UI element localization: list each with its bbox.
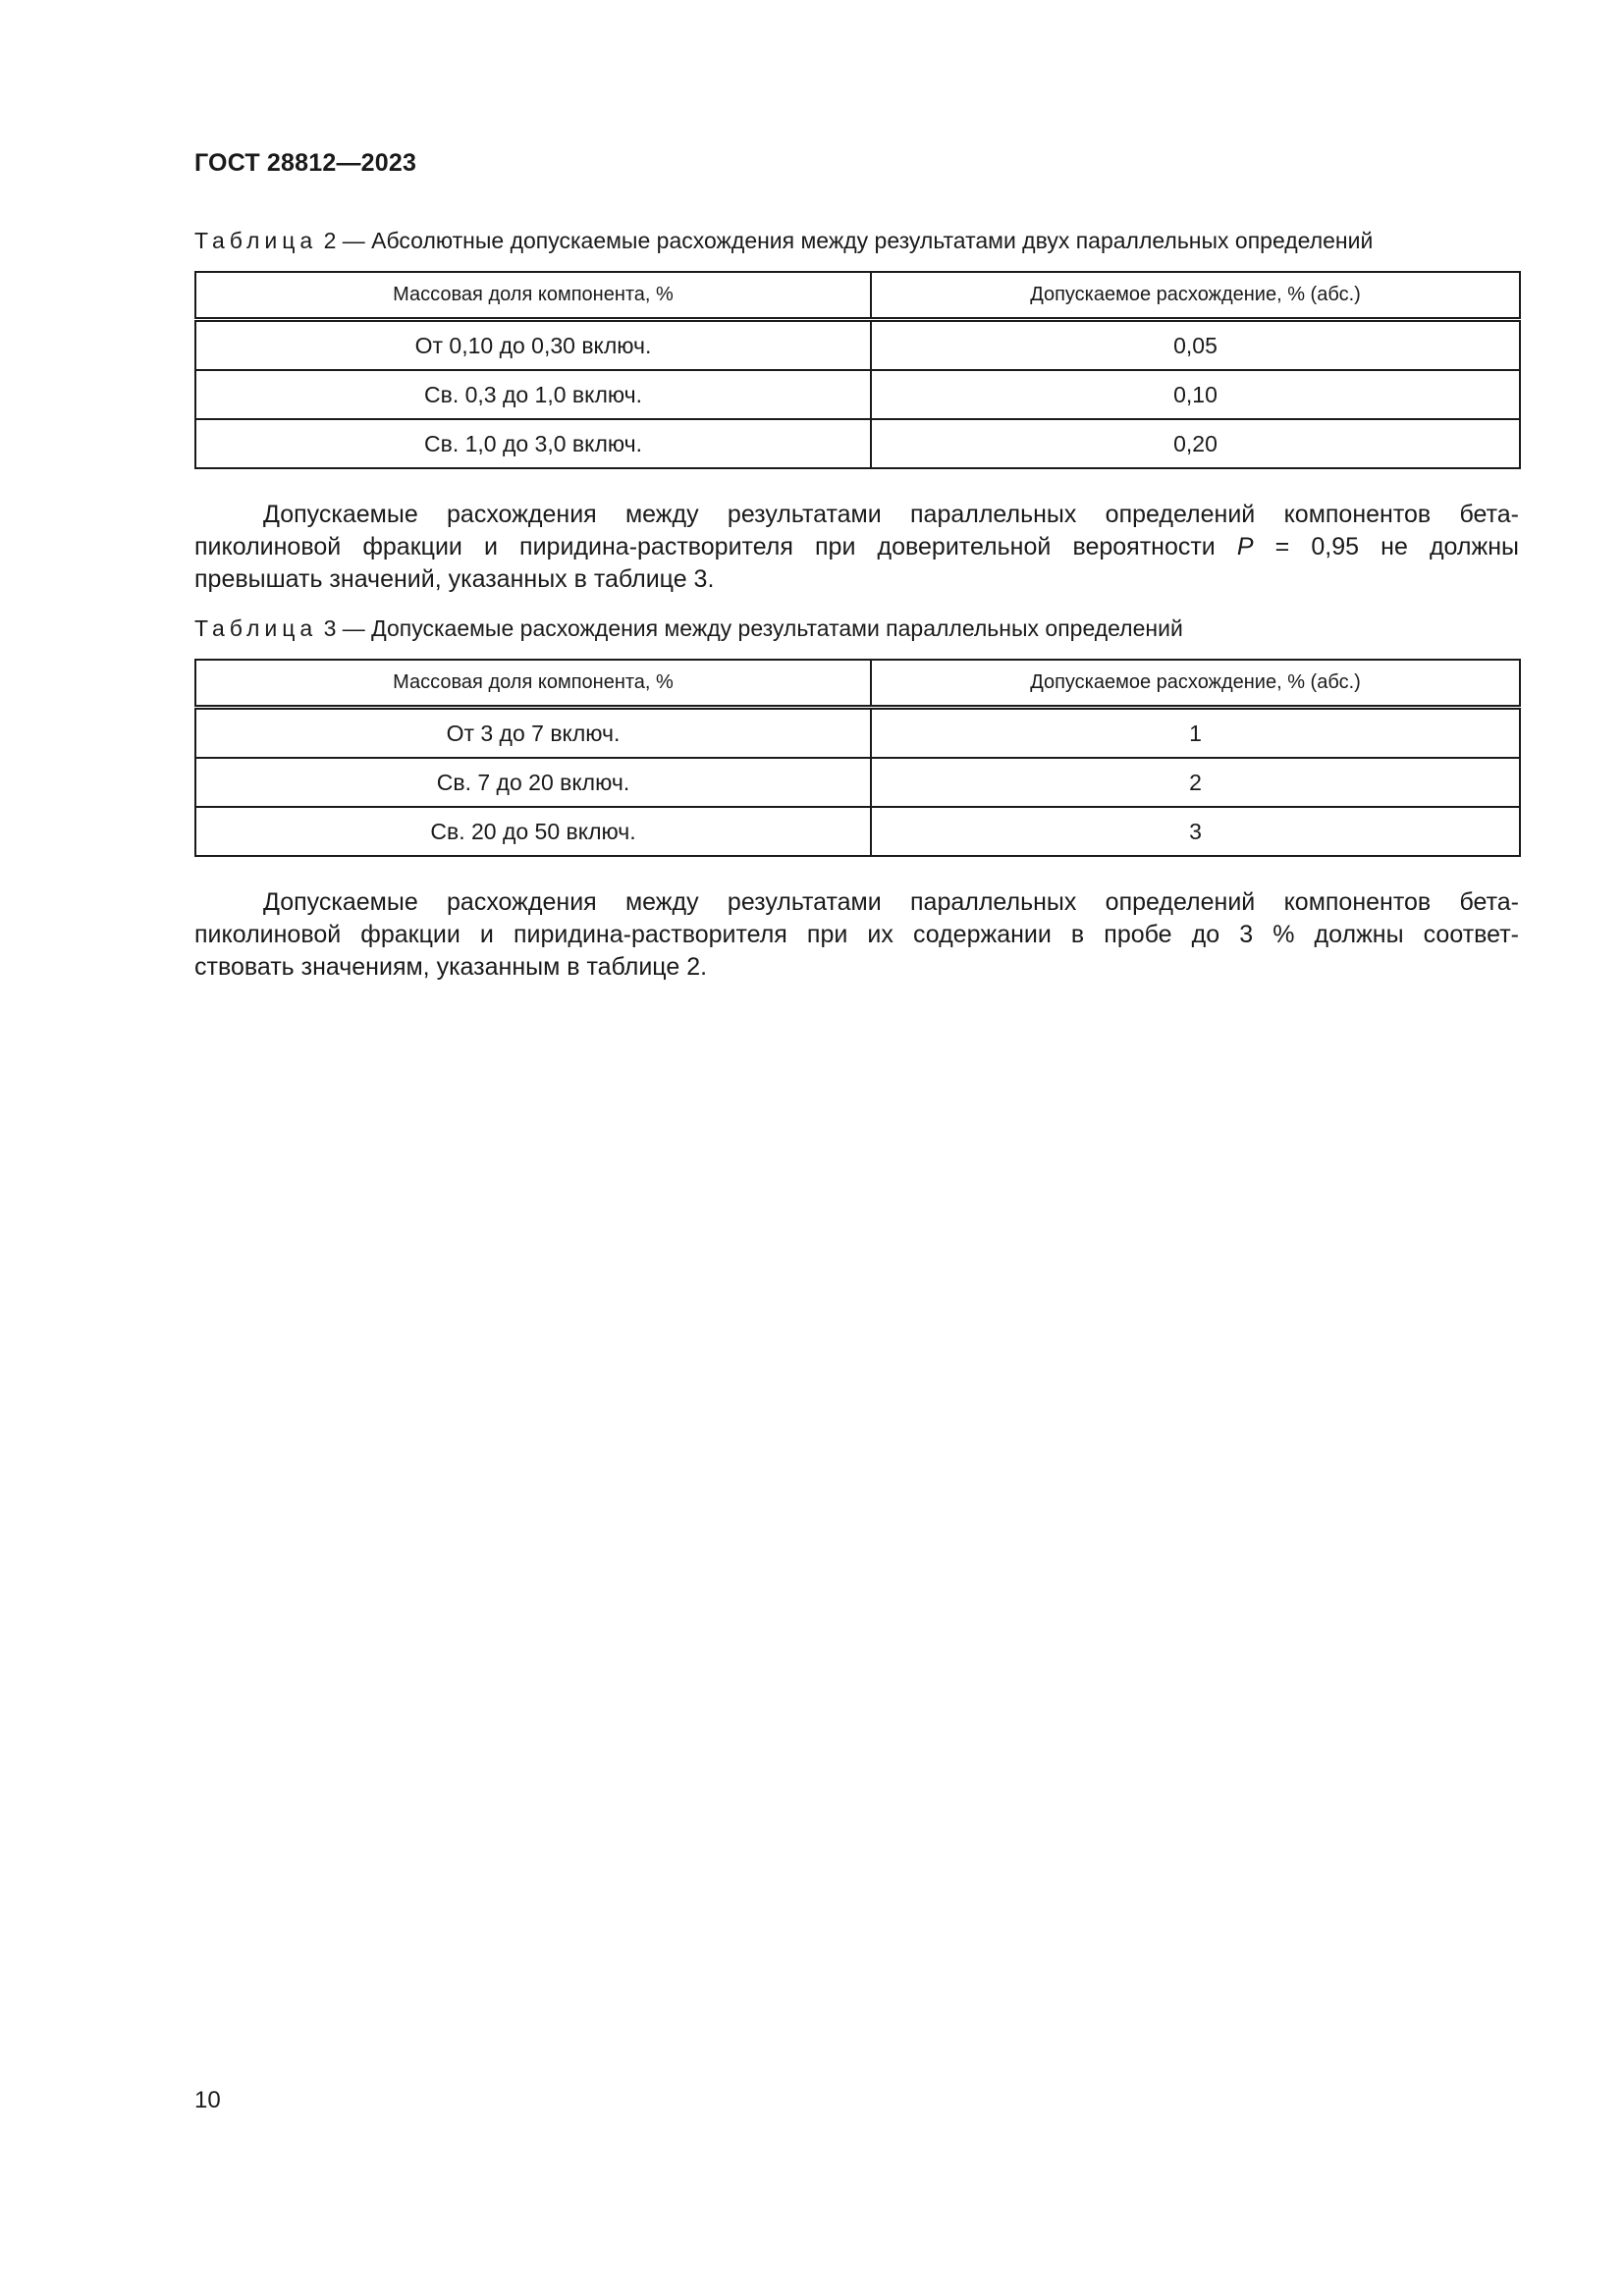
paragraph-line: Допускаемые расхождения между результатами параллельных определений компонентов бета- <box>263 888 1519 916</box>
column-header: Допускаемое расхождение, % (абс.) <box>871 660 1520 708</box>
table3-caption <box>194 615 1183 642</box>
table-cell: Св. 0,3 до 1,0 включ. <box>195 370 871 419</box>
table-cell: 1 <box>871 708 1520 759</box>
table-row <box>195 419 1520 468</box>
paragraph-line: Допускаемые расхождения между результатами параллельных определений компонентов бета- <box>263 501 1519 528</box>
paragraph-line: превышать значений, указанных в таблице 3. <box>194 565 715 593</box>
paragraph-line: пиколиновой фракции и пиридина-растворителя при их содержании в пробе до 3 % должны соответ- <box>194 921 1519 948</box>
table2-caption <box>194 228 1373 254</box>
table-row <box>195 708 1520 759</box>
table-cell: 0,10 <box>871 370 1520 419</box>
table-cell: 2 <box>871 758 1520 807</box>
table2 <box>194 271 1521 469</box>
paragraph-text: пиколиновой фракции и пиридина-растворителя при доверительной вероятности <box>194 533 1237 561</box>
column-header: Допускаемое расхождение, % (абс.) <box>871 272 1520 320</box>
table-cell: Св. 1,0 до 3,0 включ. <box>195 419 871 468</box>
table-cell: 0,20 <box>871 419 1520 468</box>
table-row <box>195 758 1520 807</box>
table3-caption-word: Таблица <box>194 615 318 641</box>
paragraph-2 <box>194 886 1519 984</box>
table-cell: 0,05 <box>871 320 1520 371</box>
table-header-row <box>195 272 1520 320</box>
table-cell: От 3 до 7 включ. <box>195 708 871 759</box>
table3 <box>194 659 1521 857</box>
paragraph-1 <box>194 499 1519 596</box>
table-row <box>195 320 1520 371</box>
paragraph-text: = 0,95 не должны <box>1253 533 1519 561</box>
paragraph-line <box>194 531 1519 563</box>
table-row <box>195 807 1520 856</box>
table-row <box>195 370 1520 419</box>
document-header: ГОСТ 28812—2023 <box>194 149 417 177</box>
table3-caption-text: 3 — Допускаемые расхождения между результатами параллельных определений <box>323 615 1183 641</box>
table-cell: Св. 7 до 20 включ. <box>195 758 871 807</box>
table2-caption-text: 2 — Абсолютные допускаемые расхождения между результатами двух параллельных определений <box>323 228 1374 253</box>
table2-caption-word: Таблица <box>194 228 318 253</box>
probability-variable: P <box>1236 533 1254 561</box>
table-cell: 3 <box>871 807 1520 856</box>
page-number: 10 <box>194 2087 221 2113</box>
table-cell: От 0,10 до 0,30 включ. <box>195 320 871 371</box>
paragraph-line: ствовать значениям, указанным в таблице 2. <box>194 953 708 981</box>
table-header-row <box>195 660 1520 708</box>
column-header: Массовая доля компонента, % <box>195 272 871 320</box>
table-cell: Св. 20 до 50 включ. <box>195 807 871 856</box>
column-header: Массовая доля компонента, % <box>195 660 871 708</box>
